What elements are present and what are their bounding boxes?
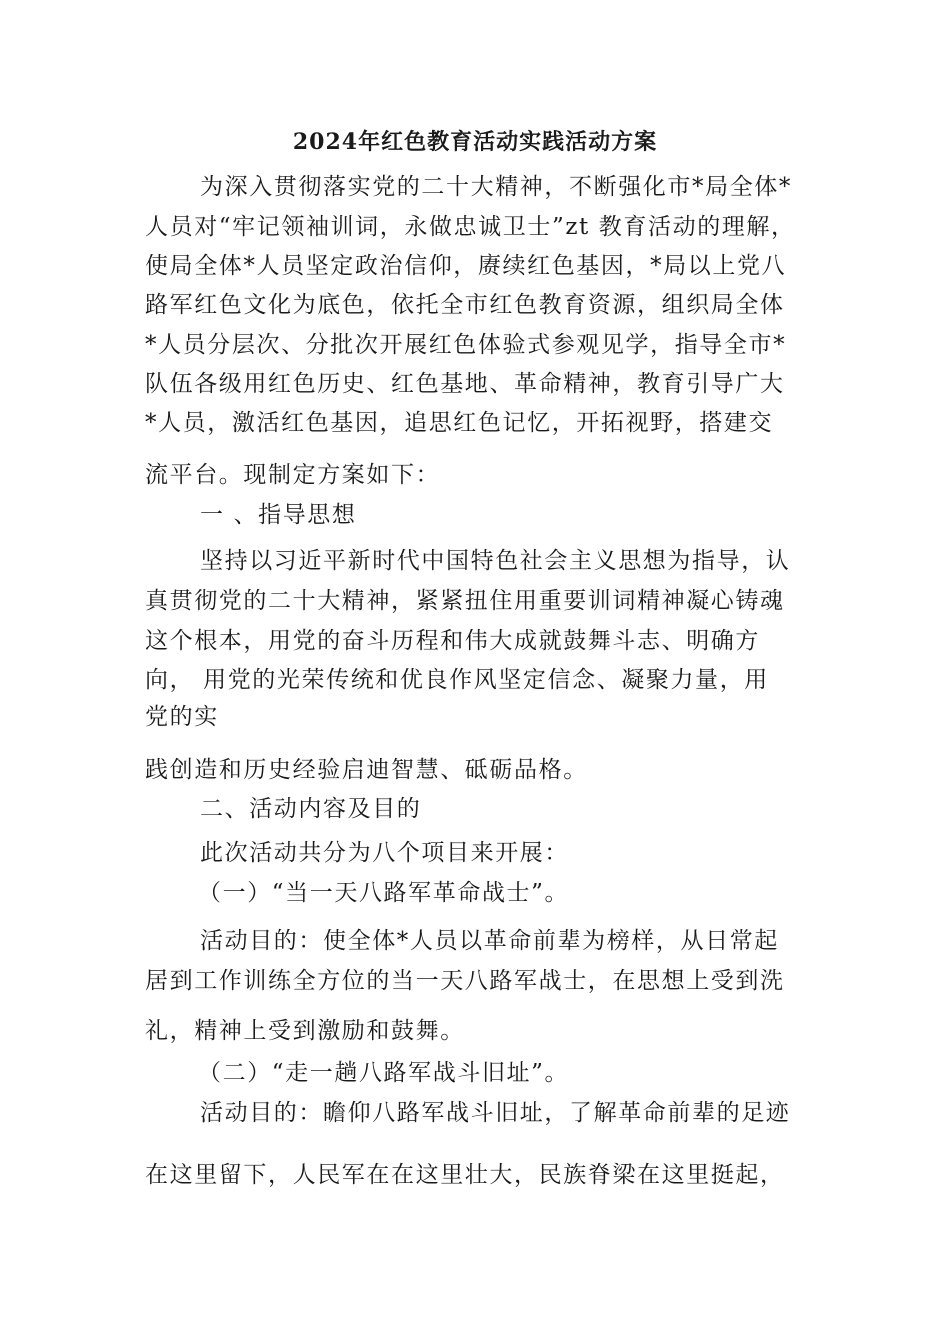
intro-line-1: 为深入贯彻落实党的二十大精神，不断强化市*局全体* — [200, 174, 792, 200]
item2-heading: （二）“走一趟八路军战斗旧址”。 — [198, 1060, 570, 1086]
section1-line-2: 真贯彻党的二十大精神，紧紧扭住用重要训词精神凝心铸魂 — [145, 588, 785, 614]
intro-line-4: 路军红色文化为底色，依托全市红色教育资源，组织局全体 — [145, 292, 785, 318]
item2-line-1: 活动目的：瞻仰八路军战斗旧址，了解革命前辈的足迹 — [200, 1100, 791, 1126]
section1-line-3: 这个根本，用党的奋斗历程和伟大成就鼓舞斗志、明确方 — [145, 628, 760, 654]
intro-line-7: *人员，激活红色基因，追思红色记忆，开拓视野，搭建交 — [145, 410, 774, 436]
intro-line-3: 使局全体*人员坚定政治信仰，赓续红色基因，*局以上党八 — [145, 253, 787, 279]
intro-line-2: 人员对“牢记领袖训词，永做忠诚卫士”zt 教育活动的理解， — [145, 214, 796, 240]
intro-line-8: 流平台。现制定方案如下： — [145, 462, 441, 488]
section-heading-1: 一 、指导思想 — [200, 502, 357, 528]
section1-line-4: 向， 用党的光荣传统和优良作风坚定信念、凝聚力量，用 — [145, 667, 769, 693]
intro-line-6: 队伍各级用红色历史、红色基地、革命精神，教育引导广大 — [145, 371, 785, 397]
section1-line-1: 坚持以习近平新时代中国特色社会主义思想为指导，认 — [200, 548, 791, 574]
intro-line-5: *人员分层次、分批次开展红色体验式参观见学，指导全市* — [145, 332, 787, 358]
item1-heading: （一）“当一天八路军革命战士”。 — [198, 880, 570, 906]
item1-line-3: 礼，精神上受到激励和鼓舞。 — [145, 1018, 465, 1044]
item1-line-2: 居到工作训练全方位的当一天八路军战士，在思想上受到洗 — [145, 968, 785, 994]
section2-intro: 此次活动共分为八个项目来开展： — [200, 840, 569, 866]
document-title: 2024年红色教育活动实践活动方案 — [292, 129, 658, 155]
section-heading-2: 二、活动内容及目的 — [200, 796, 422, 822]
item1-line-1: 活动目的：使全体*人员以革命前辈为榜样，从日常起 — [200, 928, 779, 954]
section1-line-6: 践创造和历史经验启迪智慧、砥砺品格。 — [145, 757, 588, 783]
item2-line-2: 在这里留下，人民军在在这里壮大，民族脊梁在这里挺起， — [145, 1162, 785, 1188]
section1-line-5: 党的实 — [145, 704, 219, 730]
